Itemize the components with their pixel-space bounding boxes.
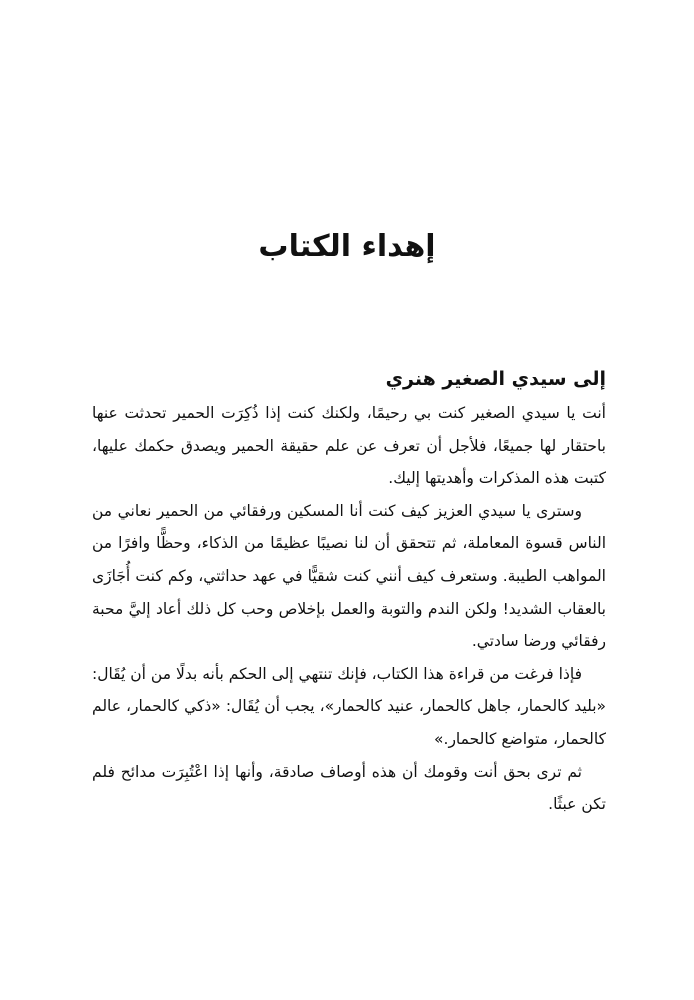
paragraph-2: وسترى يا سيدي العزيز كيف كنت أنا المسكين ورفقائي من الحمير نعاني من الناس قسوة المعاملة، ثم تتحقق أن لنا نصيبًا عظيمًا من الذكاء، وحظًّا وافرًا من المواهب الطيبة. وستعرف كيف أنني كنت شقيًّا في عهد حداثتي، وكم كنت أُجَازَى بالعقاب الشديد! ولكن الندم والتوبة والعمل بإخلاص وحب كل ذلك أعاد إليَّ محبة رفقائي ورضا سادتي. bbox=[92, 501, 606, 651]
dedication-body bbox=[92, 363, 606, 821]
paragraph-3: فإذا فرغت من قراءة هذا الكتاب، فإنك تنتهي إلى الحكم بأنه بدلًا من أن يُقَال: «بليد كالحمار، جاهل كالحمار، عنيد كالحمار»، يجب أن يُقَال: «ذكي كالحمار، عالم كالحمار، متواضع كالحمار.» bbox=[92, 664, 606, 748]
paragraph-1: أنت يا سيدي الصغير كنت بي رحيمًا، ولكنك كنت إذا ذُكِرَت الحمير تحدثت عنها باحتقار لها جميعًا، فلأجل أن تعرف عن علم حقيقة الحمير ويصدق حكمك عليها، كتبت هذه المذكرات وأهديتها إليك. bbox=[92, 404, 606, 488]
section-heading: إلى سيدي الصغير هنري bbox=[385, 368, 606, 390]
paragraph-4: ثم ترى بحق أنت وقومك أن هذه أوصاف صادقة، وأنها إذا اعْتُبِرَت مدائح فلم تكن عبثًا. bbox=[92, 762, 606, 814]
page-title: إهداء الكتاب bbox=[258, 229, 436, 264]
